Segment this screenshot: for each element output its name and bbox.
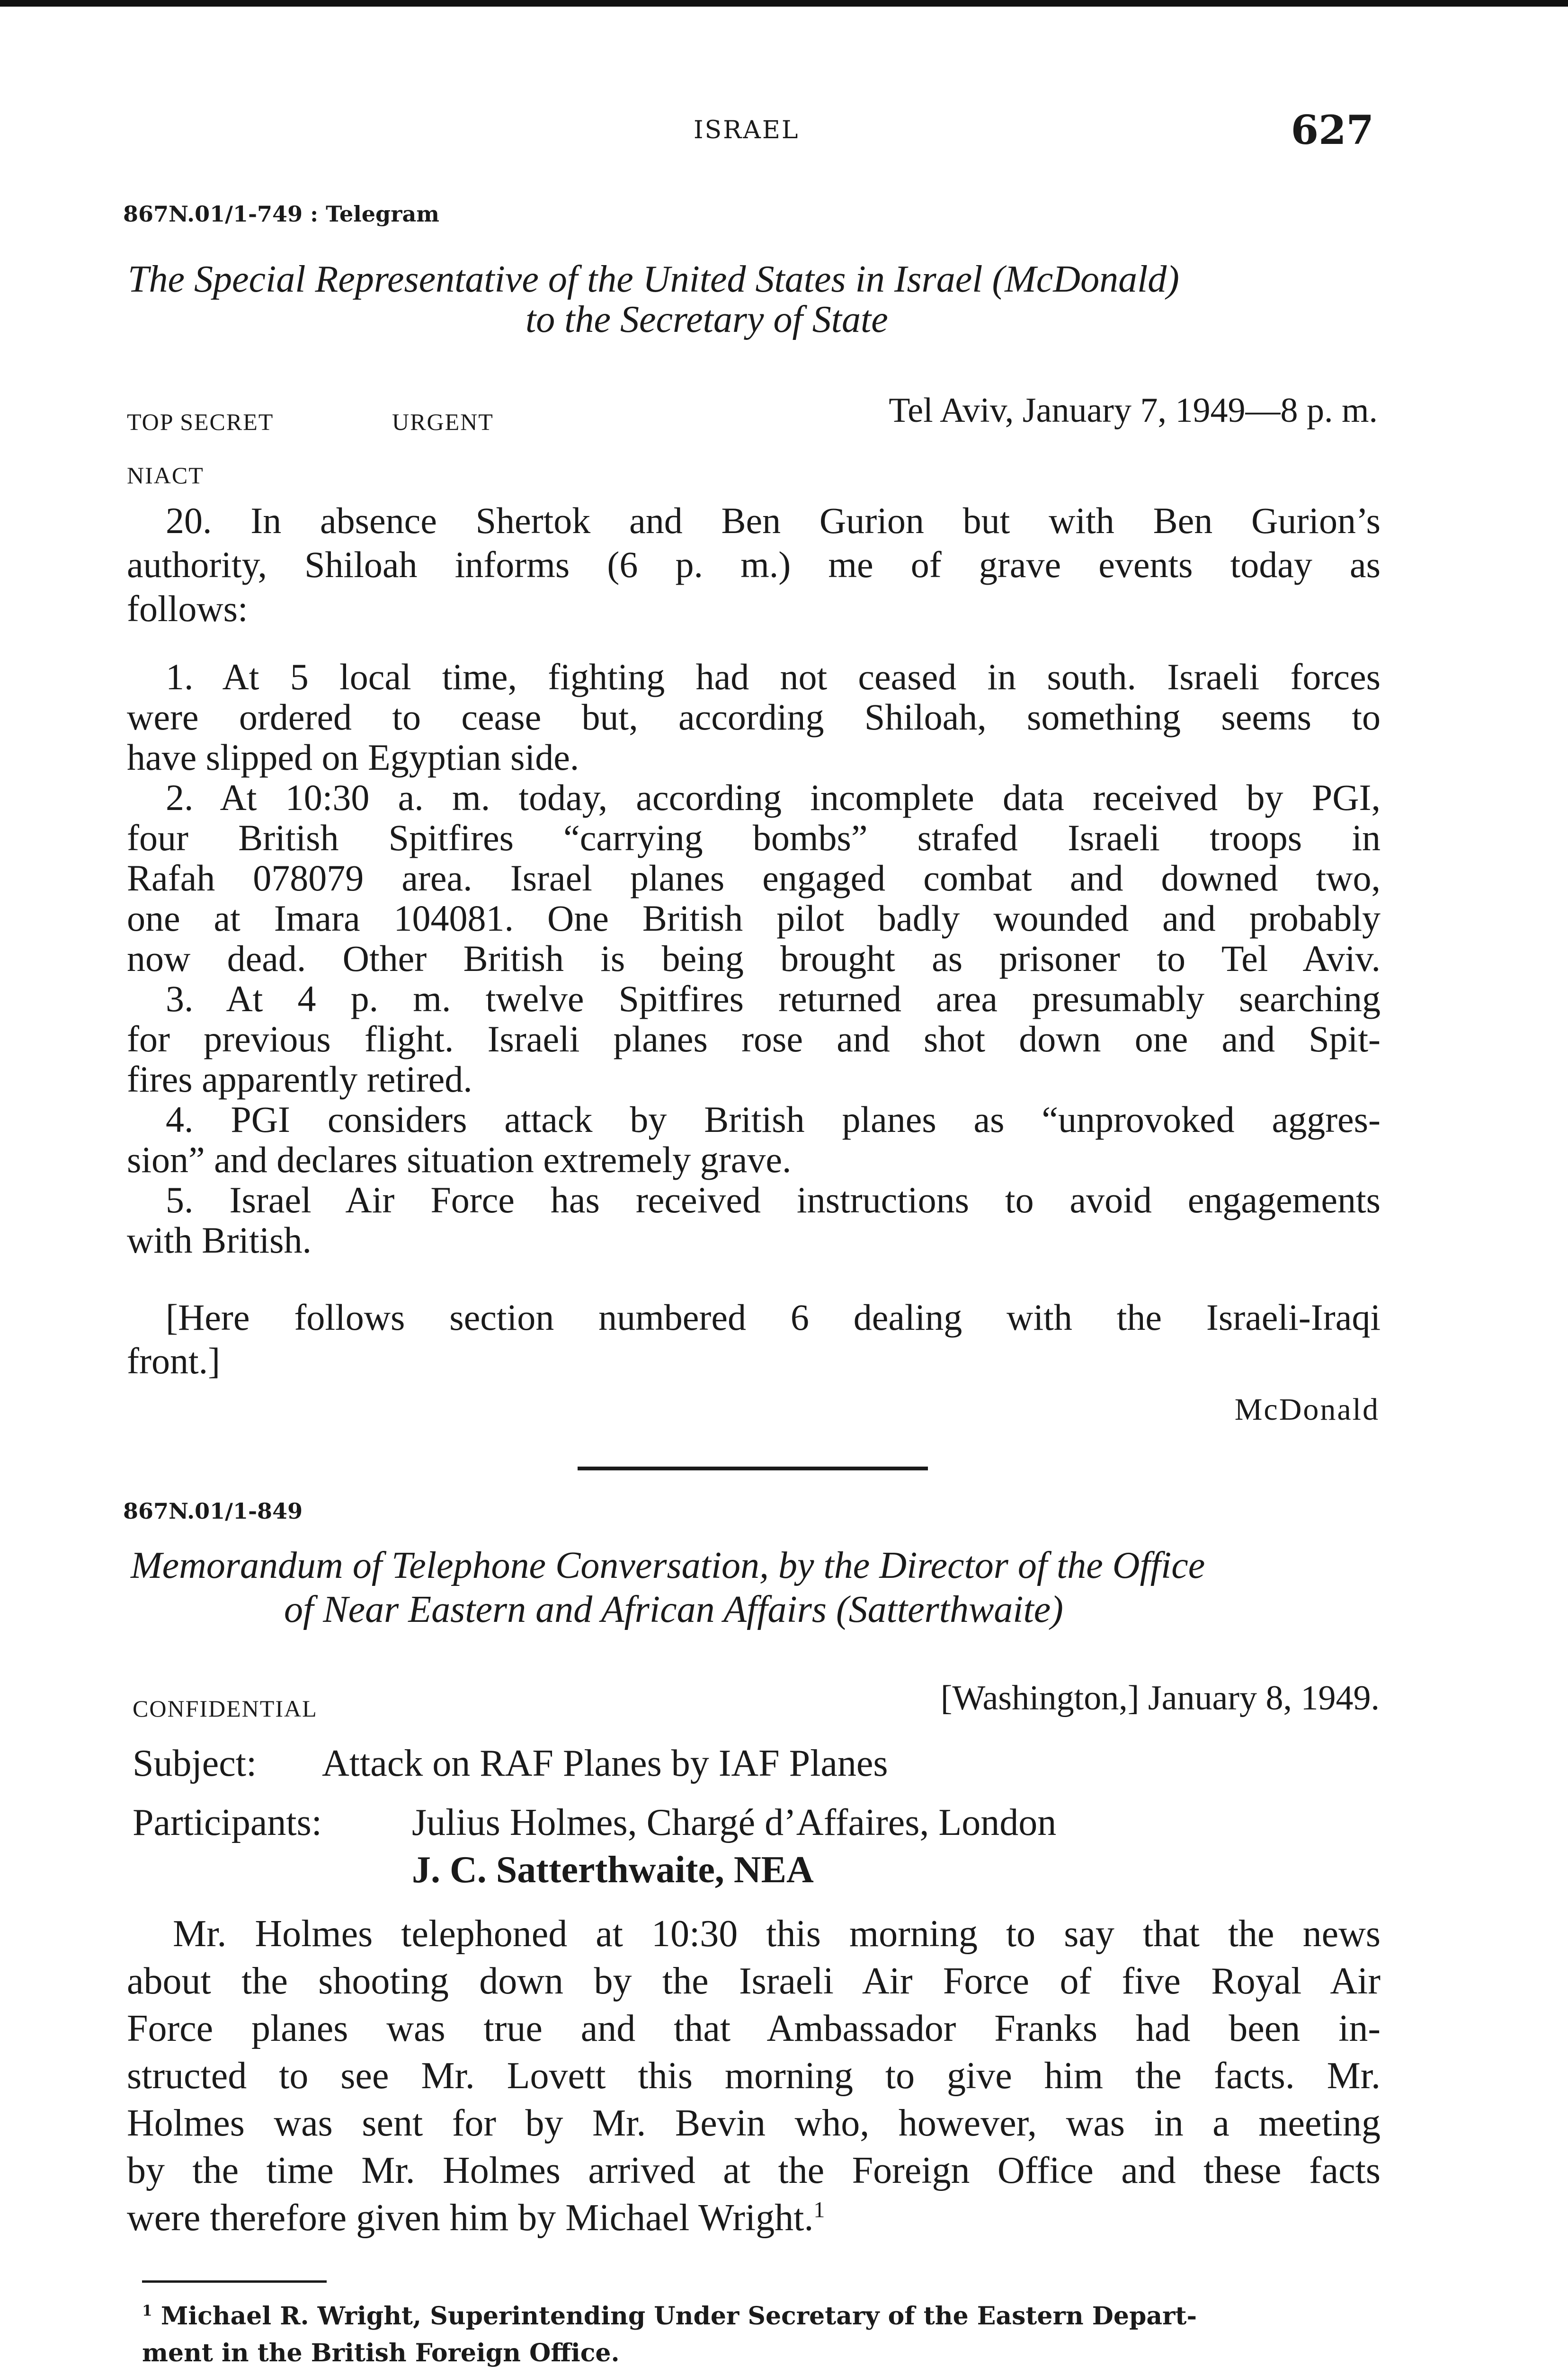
doc2-file-ref: 867N.01/1-849 xyxy=(123,1498,303,1524)
doc1-signature: McDonald xyxy=(1234,1392,1380,1427)
doc1-item-line: for previous flight. Israeli planes rose and shot down one and Spit- xyxy=(127,1018,1381,1059)
doc1-item-line: fires apparently retired. xyxy=(127,1059,472,1100)
doc1-dateline: Tel Aviv, January 7, 1949—8 p. m. xyxy=(889,391,1378,430)
doc1-item-line: with British. xyxy=(127,1219,312,1261)
doc2-body-line: Holmes was sent for by Mr. Bevin who, however, was in a meeting xyxy=(127,2102,1381,2144)
section-divider xyxy=(578,1467,928,1470)
doc2-body-line: about the shooting down by the Israeli Air Force of five Royal Air xyxy=(127,1960,1381,2002)
doc1-classification: TOP SECRET xyxy=(127,409,274,435)
footnote-text: Michael R. Wright, Superintending Under Secretary of the Eastern Depart- xyxy=(160,2302,1197,2331)
doc1-item-line: now dead. Other British is being brought as prisoner to Tel Aviv. xyxy=(127,938,1381,979)
doc2-subject-label: Subject: xyxy=(133,1743,257,1784)
footnote-number: 1 xyxy=(142,2302,152,2320)
doc1-bracket-line-1: [Here follows section numbered 6 dealing with the Israeli-Iraqi xyxy=(166,1297,1381,1338)
page-number: 627 xyxy=(1291,107,1374,153)
doc1-niact: NIACT xyxy=(127,462,204,489)
doc1-item-line: one at Imara 104081. One British pilot badly wounded and probably xyxy=(127,898,1381,939)
footnote-line-1 xyxy=(142,2302,1381,2331)
doc1-bracket-line-2: front.] xyxy=(127,1340,221,1381)
doc2-heading-line-1: Memorandum of Telephone Conversation, by the Director of the Office xyxy=(131,1545,1205,1586)
doc1-file-ref: 867N.01/1-749 : Telegram xyxy=(123,201,439,227)
running-head: ISRAEL xyxy=(694,116,800,144)
doc1-item-line: 1. At 5 local time, fighting had not ceased in south. Israeli forces xyxy=(166,656,1381,697)
doc2-body-text: were therefore given him by Michael Wright. xyxy=(127,2197,814,2239)
doc1-heading-line-1: The Special Representative of the United States in Israel (McDonald) xyxy=(128,258,1179,300)
doc1-item-line: 2. At 10:30 a. m. today, according incomplete data received by PGI, xyxy=(166,777,1381,818)
footnote-line-2: ment in the British Foreign Office. xyxy=(142,2339,620,2367)
doc1-item-line: 3. At 4 p. m. twelve Spitfires returned area presumably searching xyxy=(166,978,1381,1019)
doc1-item-line: sion” and declares situation extremely grave. xyxy=(127,1139,792,1180)
doc2-heading-line-2: of Near Eastern and African Affairs (Satterthwaite) xyxy=(284,1589,1063,1630)
doc1-item-line: four British Spitfires “carrying bombs” strafed Israeli troops in xyxy=(127,817,1381,858)
top-edge-rule xyxy=(0,0,1568,7)
doc1-item-line: have slipped on Egyptian side. xyxy=(127,737,579,778)
doc2-body-line: Mr. Holmes telephoned at 10:30 this morning to say that the news xyxy=(173,1913,1381,1955)
doc1-item-line: 5. Israel Air Force has received instructions to avoid engagements xyxy=(166,1179,1381,1220)
doc2-dateline: [Washington,] January 8, 1949. xyxy=(940,1679,1380,1717)
doc2-classification: CONFIDENTIAL xyxy=(133,1695,318,1722)
doc1-intro-line-2: authority, Shiloah informs (6 p. m.) me of grave events today as xyxy=(127,544,1381,585)
doc2-subject-value: Attack on RAF Planes by IAF Planes xyxy=(322,1743,888,1784)
doc1-priority: URGENT xyxy=(392,409,494,435)
doc2-body-line: structed to see Mr. Lovett this morning to give him the facts. Mr. xyxy=(127,2055,1381,2097)
doc1-item-line: were ordered to cease but, according Shiloah, something seems to xyxy=(127,696,1381,738)
doc2-participant: J. C. Satterthwaite, NEA xyxy=(412,1849,814,1891)
doc1-item-line: 4. PGI considers attack by British planes as “unprovoked aggres- xyxy=(166,1099,1381,1140)
doc1-heading-line-2: to the Secretary of State xyxy=(526,299,888,340)
footnote-rule xyxy=(142,2280,327,2283)
doc2-body-line: Force planes was true and that Ambassador Franks had been in- xyxy=(127,2008,1381,2049)
doc1-intro-line-1: 20. In absence Shertok and Ben Gurion but with Ben Gurion’s xyxy=(166,500,1381,541)
doc2-participants-label: Participants: xyxy=(133,1802,322,1843)
doc1-intro-line-3: follows: xyxy=(127,588,248,629)
doc2-body-line: by the time Mr. Holmes arrived at the Foreign Office and these facts xyxy=(127,2150,1381,2191)
doc2-participant: Julius Holmes, Chargé d’Affaires, London xyxy=(412,1802,1057,1843)
doc1-item-line: Rafah 078079 area. Israel planes engaged combat and downed two, xyxy=(127,857,1381,899)
doc2-body-line-last xyxy=(127,2197,1381,2240)
footnote-reference: 1 xyxy=(813,2197,825,2223)
